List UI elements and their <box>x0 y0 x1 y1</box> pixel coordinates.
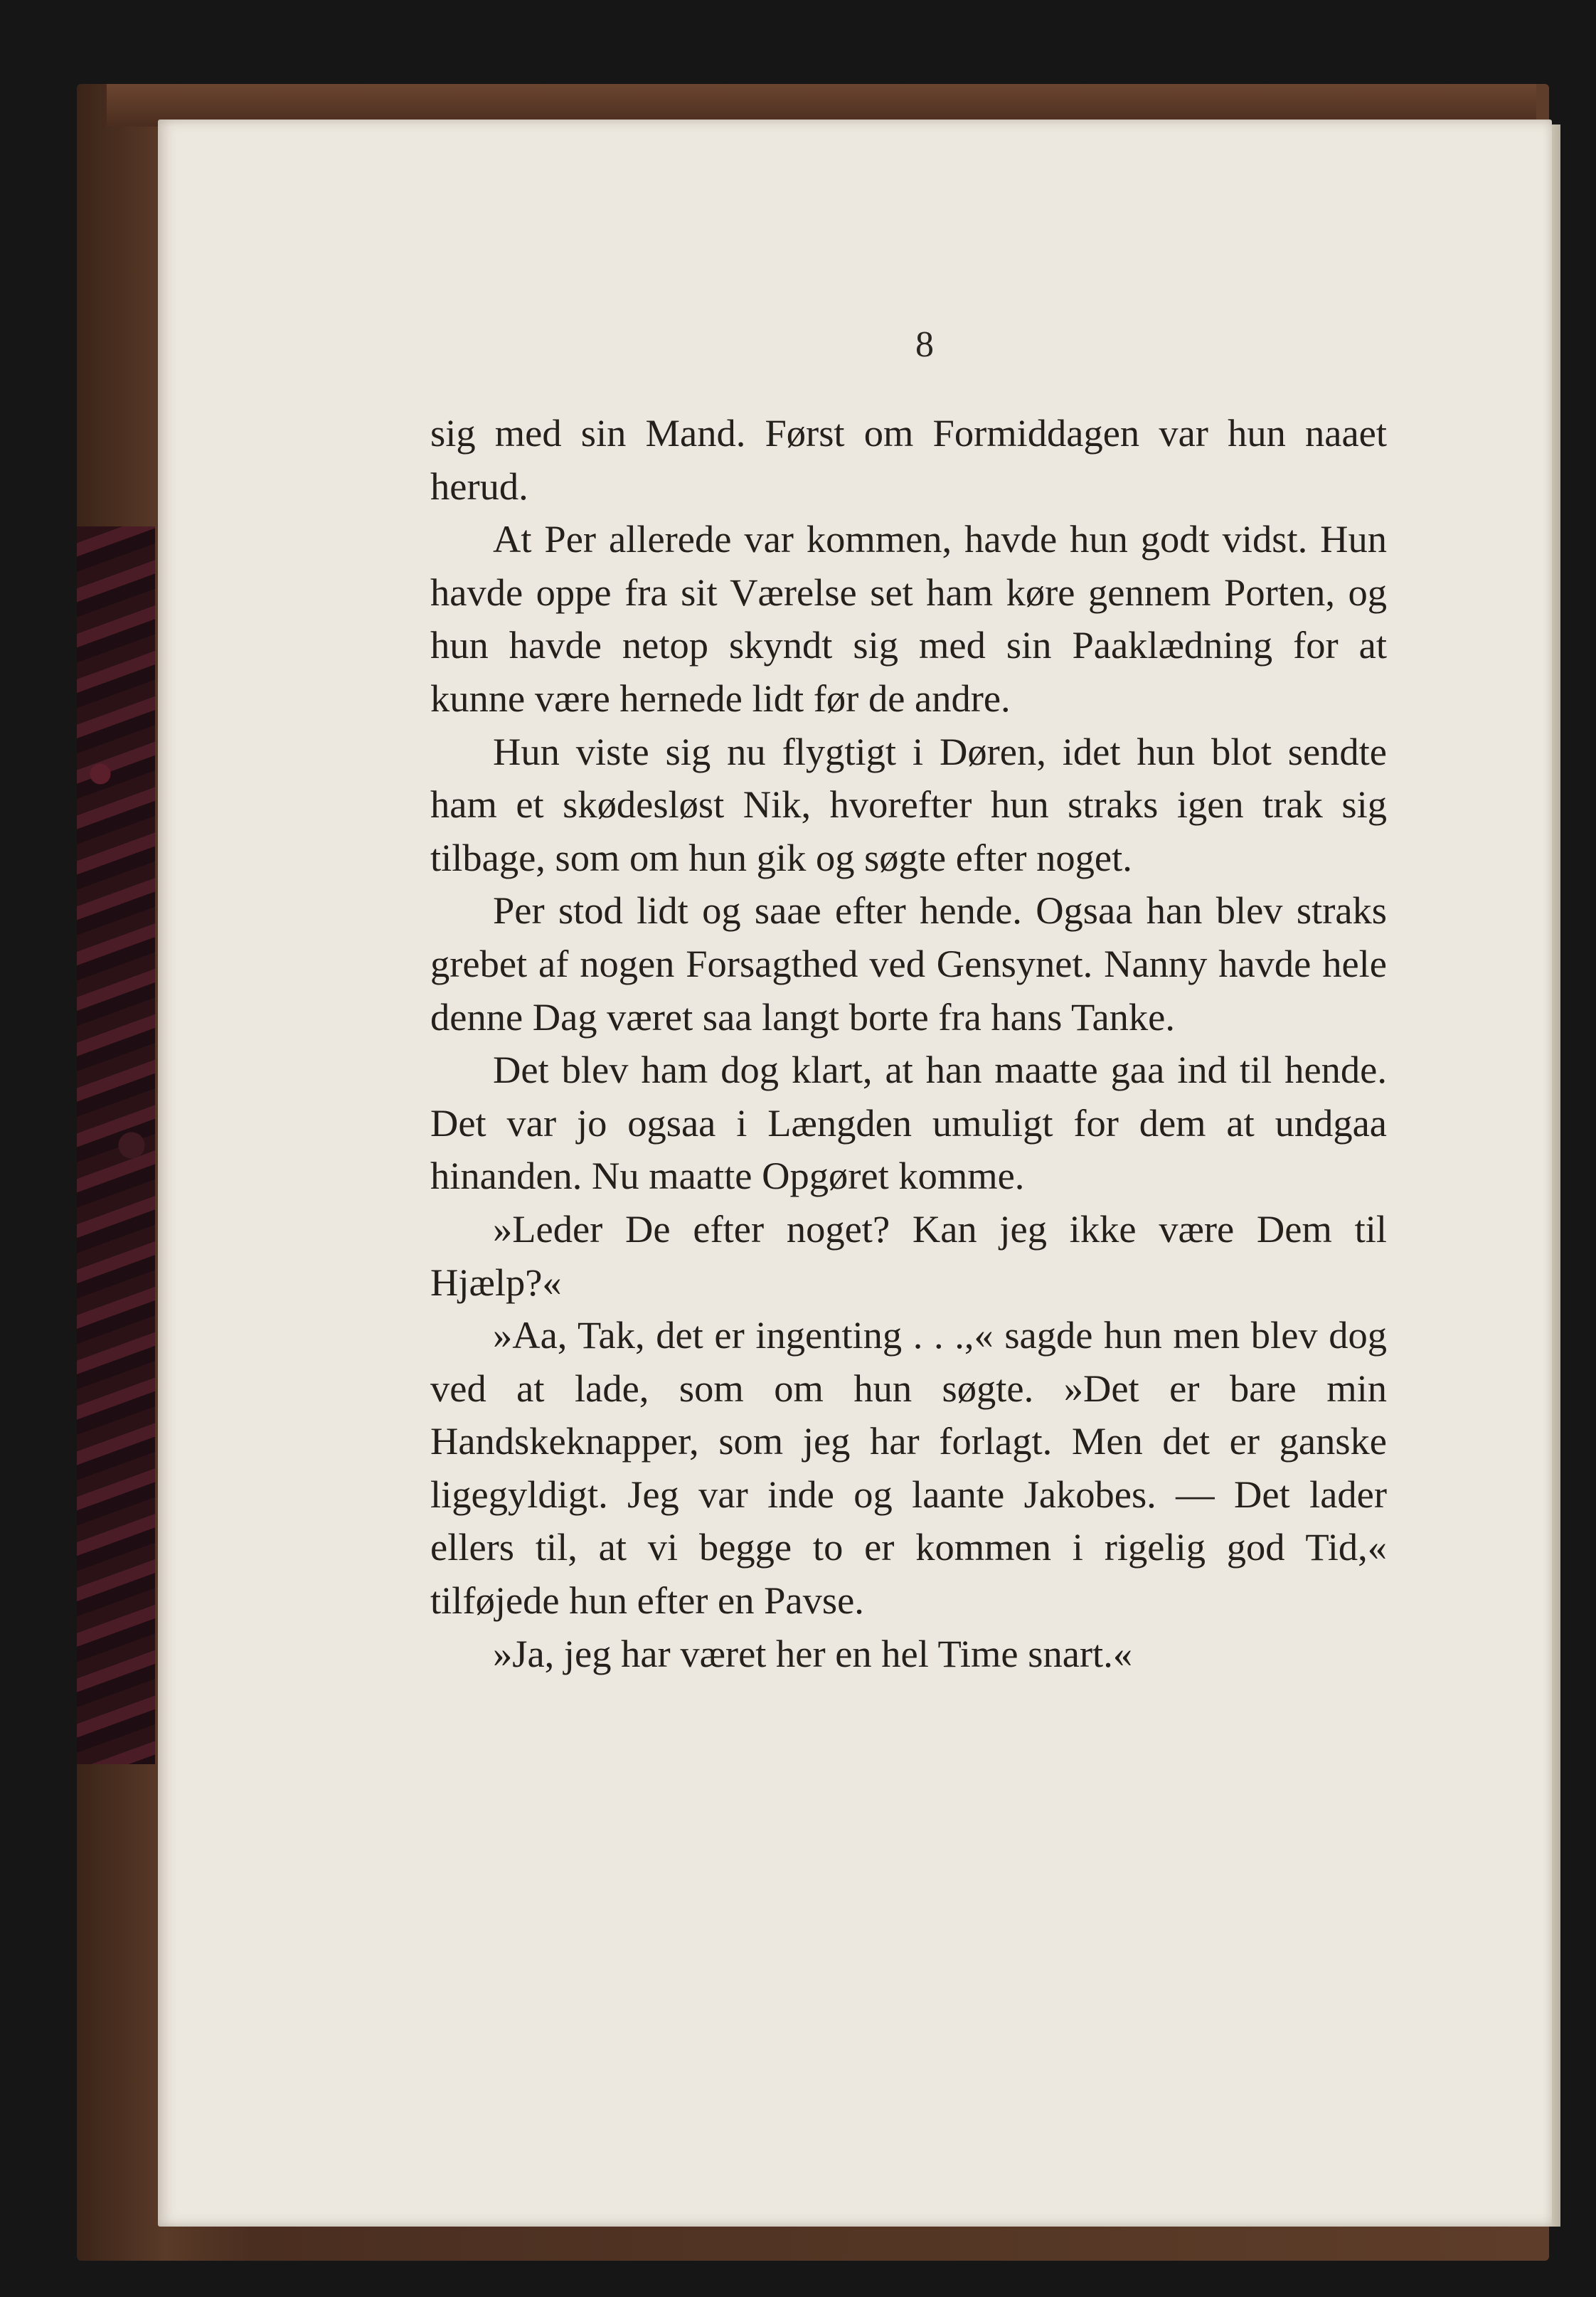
paragraph-4: Per stod lidt og saae efter hende. Ogsaa han blev straks grebet af nogen Forsagthed ved Gensynet. Nanny havde hele denne Dag været saa langt borte fra hans Tanke. <box>430 888 1387 1039</box>
body-text <box>430 407 1387 1680</box>
paragraph-5: Det blev ham dog klart, at han maatte gaa ind til hende. Det var jo ogsaa i Længden umuligt for dem at undgaa hinanden. Nu maatte Opgøret komme. <box>430 1048 1387 1198</box>
page-number: 8 <box>915 324 934 365</box>
paragraph-7: »Aa, Tak, det er ingenting . . .,« sagde hun men blev dog ved at lade, som om hun søgte. »Det er bare min Handskeknapper, som jeg har forlagt. Men det er ganske ligegyldigt. Jeg var inde og laante Jakobes. — Det lader ellers til, at vi begge to er kommen i rigelig god Tid,« tilføjede hun efter en Pavse. <box>430 1313 1387 1623</box>
paragraph-8: »Ja, jeg har været her en hel Time snart.« <box>493 1631 1133 1675</box>
paragraph-2: At Per allerede var kommen, havde hun godt vidst. Hun havde oppe fra sit Værelse set ham køre gennem Porten, og hun havde netop skyndt sig med sin Paaklædning for at kunne være hernede lidt før de andre. <box>430 517 1387 720</box>
paragraph-3: Hun viste sig nu flygtigt i Døren, idet hun blot sendte ham et skødesløst Nik, hvorefter hun straks igen trak sig tilbage, som om hun gik og søgte efter noget. <box>430 729 1387 879</box>
paragraph-1: sig med sin Mand. Først om Formiddagen var hun naaet herud. <box>430 411 1387 508</box>
marbled-spine <box>77 526 155 1764</box>
paragraph-6: »Leder De efter noget? Kan jeg ikke være Dem til Hjælp?« <box>430 1206 1387 1304</box>
